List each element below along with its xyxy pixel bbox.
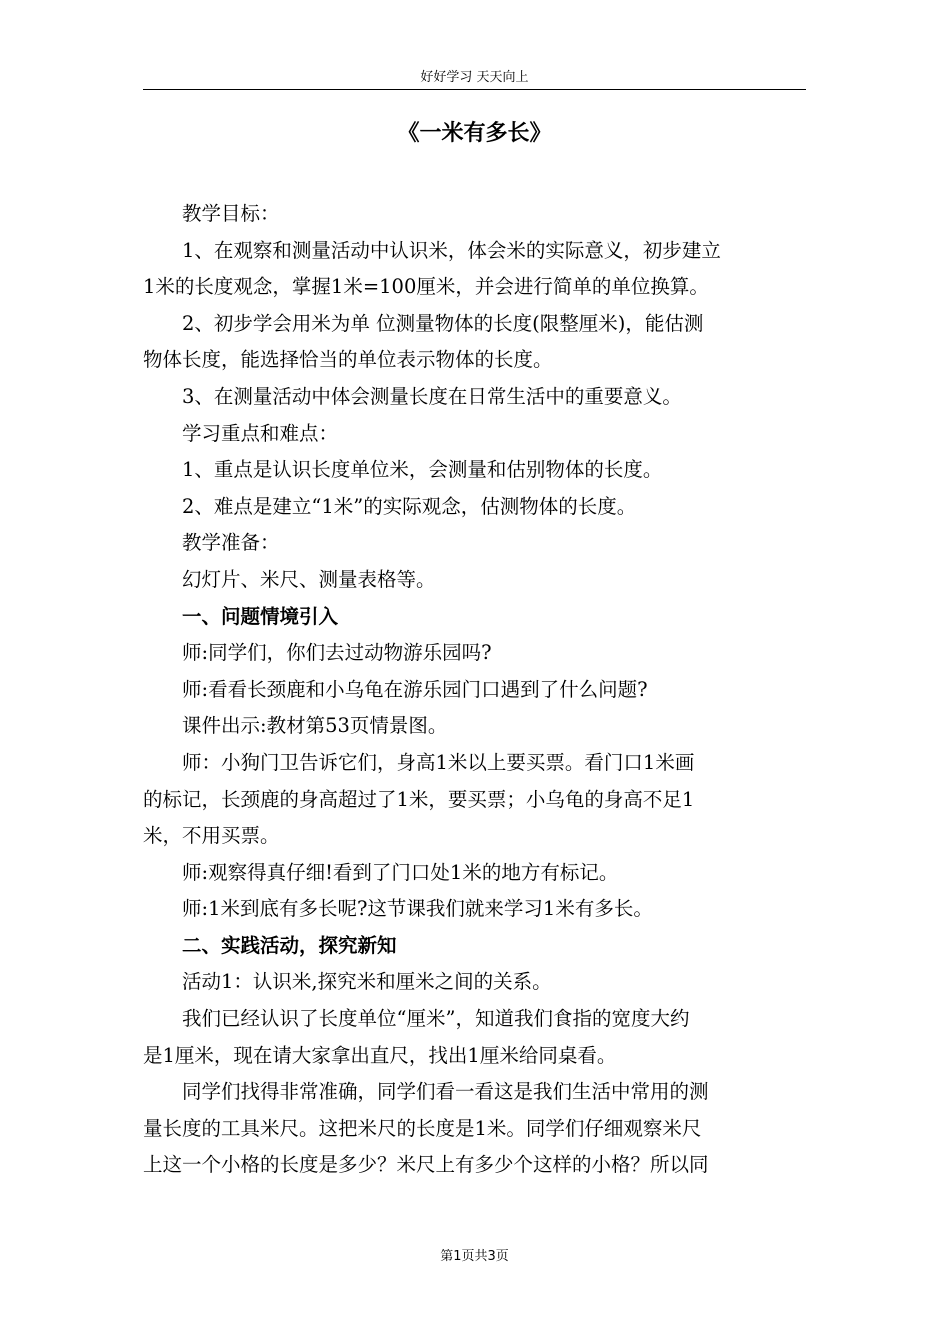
paragraph-line: 我们已经认识了长度单位“厘米”，知道我们食指的宽度大约 bbox=[182, 1007, 690, 1031]
paragraph bbox=[143, 1074, 806, 1184]
paragraph-line: 3、在测量活动中体会测量长度在日常生活中的重要意义。 bbox=[182, 384, 682, 408]
paragraph-line: 2、初步学会用米为单 位测量物体的长度(限整厘米)，能估测 bbox=[182, 311, 704, 335]
paragraph bbox=[143, 891, 806, 928]
document-title: 《一米有多长》 bbox=[397, 121, 552, 146]
paragraph bbox=[143, 1001, 806, 1074]
paragraph bbox=[143, 233, 806, 306]
document-body bbox=[143, 196, 806, 1184]
section-heading bbox=[143, 599, 806, 636]
paragraph-line: 教学准备： bbox=[182, 531, 280, 555]
paragraph-line: 1、在观察和测量活动中认识米，体会米的实际意义，初步建立 bbox=[182, 238, 721, 262]
paragraph-line: 课件出示:教材第53页情景图。 bbox=[182, 714, 448, 738]
paragraph-line: 教学目标： bbox=[182, 202, 280, 225]
paragraph bbox=[143, 525, 806, 562]
paragraph bbox=[143, 416, 806, 453]
paragraph-line: 二、实践活动，探究新知 bbox=[182, 933, 397, 957]
section-heading bbox=[143, 928, 806, 965]
paragraph-line: 上这一个小格的长度是多少？米尺上有多少个这样的小格？所以同 bbox=[143, 1153, 709, 1177]
paragraph-line: 师:看看长颈鹿和小乌龟在游乐园门口遇到了什么问题? bbox=[182, 677, 648, 701]
paragraph-line: 学习重点和难点： bbox=[182, 421, 339, 445]
paragraph bbox=[143, 562, 806, 599]
paragraph bbox=[143, 489, 806, 526]
paragraph-line: 师:1米到底有多长呢?这节课我们就来学习1米有多长。 bbox=[182, 897, 653, 921]
paragraph-line: 2、难点是建立“1米”的实际观念，估测物体的长度。 bbox=[182, 494, 637, 518]
page-footer: 第1页共3页 bbox=[440, 1249, 509, 1264]
paragraph bbox=[143, 379, 806, 416]
paragraph bbox=[143, 708, 806, 745]
paragraph-line: 1、重点是认识长度单位米，会测量和估别物体的长度。 bbox=[182, 458, 663, 482]
paragraph bbox=[143, 306, 806, 379]
paragraph bbox=[143, 196, 806, 233]
paragraph-line: 的标记，长颈鹿的身高超过了1米，要买票；小乌龟的身高不足1 bbox=[143, 787, 695, 811]
paragraph-line: 1米的长度观念，掌握1米=100厘米，并会进行简单的单位换算。 bbox=[143, 275, 709, 299]
header-rule bbox=[143, 89, 806, 90]
paragraph bbox=[143, 964, 806, 1001]
paragraph-line: 一、问题情境引入 bbox=[182, 604, 339, 628]
paragraph-line: 是1厘米，现在请大家拿出直尺，找出1厘米给同桌看。 bbox=[143, 1043, 617, 1067]
paragraph-line: 活动1：认识米,探究米和厘米之间的关系。 bbox=[182, 970, 552, 994]
page-header: 好好学习 天天向上 bbox=[420, 70, 529, 85]
paragraph-line: 师:同学们，你们去过动物游乐园吗? bbox=[182, 641, 492, 665]
paragraph bbox=[143, 855, 806, 892]
paragraph bbox=[143, 635, 806, 672]
paragraph-line: 师:观察得真仔细!看到了门口处1米的地方有标记。 bbox=[182, 860, 619, 884]
paragraph-line: 物体长度，能选择恰当的单位表示物体的长度。 bbox=[143, 348, 553, 372]
paragraph-line: 量长度的工具米尺。这把米尺的长度是1米。同学们仔细观察米尺 bbox=[143, 1116, 702, 1140]
paragraph-line: 幻灯片、米尺、测量表格等。 bbox=[182, 567, 436, 591]
paragraph-line: 同学们找得非常准确，同学们看一看这是我们生活中常用的测 bbox=[182, 1080, 709, 1104]
paragraph bbox=[143, 452, 806, 489]
paragraph-line: 师：小狗门卫告诉它们，身高1米以上要买票。看门口1米画 bbox=[182, 750, 695, 774]
paragraph bbox=[143, 745, 806, 855]
paragraph-line: 米，不用买票。 bbox=[143, 824, 280, 848]
paragraph bbox=[143, 672, 806, 709]
